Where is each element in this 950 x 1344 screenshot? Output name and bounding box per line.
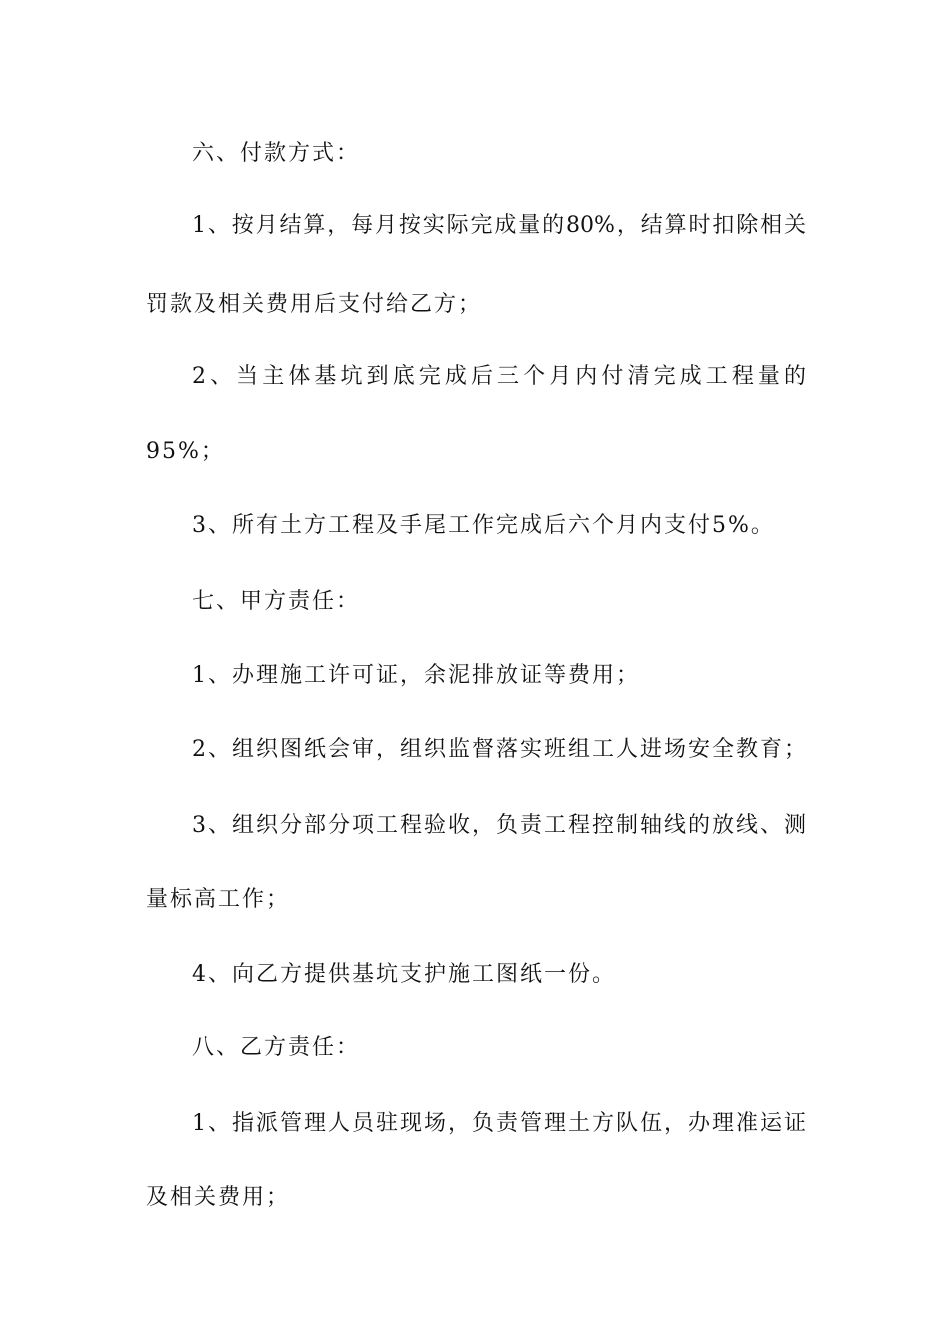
section-heading-party-a: 七、甲方责任： [192, 589, 361, 614]
paragraph-line: 量标高工作； [146, 887, 291, 912]
paragraph-line: 2、当主体基坑到底完成后三个月内付清完成工程量的 [192, 364, 806, 389]
paragraph-line: 3、组织分部分项工程验收，负责工程控制轴线的放线、测 [192, 813, 806, 838]
paragraph-line: 4、向乙方提供基坑支护施工图纸一份。 [192, 962, 616, 987]
section-heading-payment: 六、付款方式： [192, 141, 361, 166]
section-heading-party-b: 八、乙方责任： [192, 1035, 361, 1060]
paragraph-line: 1、办理施工许可证，余泥排放证等费用； [192, 663, 640, 688]
paragraph-line: 2、组织图纸会审，组织监督落实班组工人进场安全教育； [192, 737, 808, 762]
paragraph-line: 1、按月结算，每月按实际完成量的80%，结算时扣除相关 [192, 213, 806, 238]
paragraph-line: 3、所有土方工程及手尾工作完成后六个月内支付5%。 [192, 513, 775, 538]
paragraph-line: 罚款及相关费用后支付给乙方； [146, 292, 483, 317]
paragraph-line: 1、指派管理人员驻现场，负责管理土方队伍，办理准运证 [192, 1111, 806, 1136]
paragraph-line: 95%； [146, 439, 225, 464]
paragraph-line: 及相关费用； [146, 1185, 291, 1210]
